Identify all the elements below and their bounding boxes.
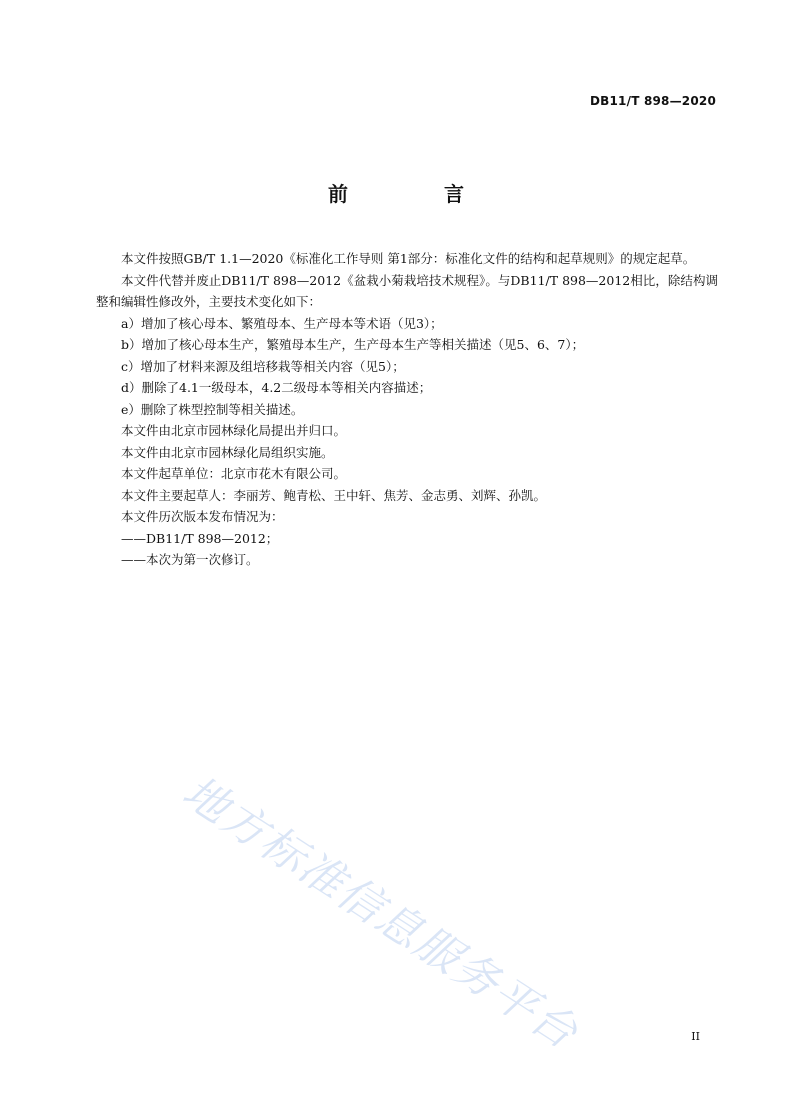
change-item-d: d）删除了4.1一级母本，4.2二级母本等相关内容描述；: [121, 380, 432, 395]
version-history-item-2: ——本次为第一次修订。: [121, 552, 259, 567]
version-history-item-1: ——DB11/T 898—2012；: [121, 530, 279, 546]
paragraph-drafting-rules: 本文件按照GB/T 1.1—2020《标准化工作导则 第1部分：标准化文件的结构和起草规则》的规定起草。: [121, 251, 696, 266]
change-item-b: b）增加了核心母本生产，繁殖母本生产，生产母本生产等相关描述（见5、6、7）；: [121, 337, 585, 352]
page-title: 前 言: [328, 182, 502, 206]
change-item-e: e）删除了株型控制等相关描述。: [121, 401, 304, 417]
paragraph-drafters: 本文件主要起草人：李丽芳、鲍青松、王中轩、焦芳、金志勇、刘辉、孙凯。: [121, 487, 547, 503]
paragraph-implementer: 本文件由北京市园林绿化局组织实施。: [121, 444, 334, 460]
paragraph-drafting-unit: 本文件起草单位：北京市花木有限公司。: [121, 466, 347, 481]
document-code: DB11/T 898—2020: [590, 94, 716, 108]
paragraph-version-history: 本文件历次版本发布情况为：: [121, 509, 284, 524]
change-item-a: a）增加了核心母本、繁殖母本、生产母本等术语（见3）；: [121, 315, 443, 331]
watermark: 地方标准信息服务平台: [173, 766, 588, 1060]
paragraph-replacement: 本文件代替并废止DB11/T 898—2012《盆栽小菊栽培技术规程》。与DB11/T 898—2012相比，除结构调整和编辑性修改外，主要技术变化如下：: [96, 272, 718, 309]
change-item-c: c）增加了材料来源及组培移栽等相关内容（见5）；: [121, 358, 405, 374]
paragraph-proposer: 本文件由北京市园林绿化局提出并归口。: [121, 423, 347, 438]
document-body: [96, 248, 718, 571]
page-number: II: [691, 1030, 700, 1043]
